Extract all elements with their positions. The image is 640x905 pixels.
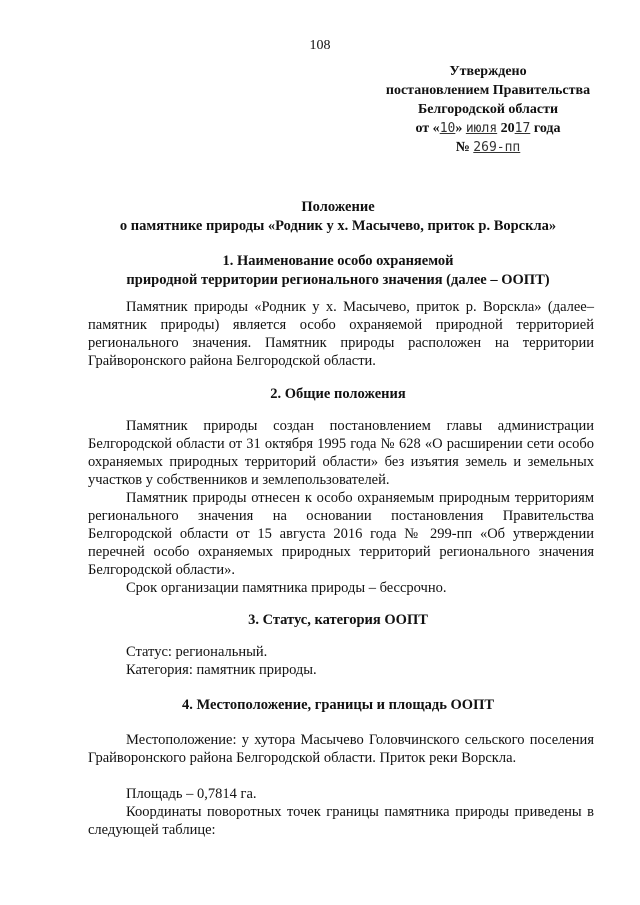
date-prefix: от «	[415, 121, 440, 136]
title-line-2: о памятнике природы «Родник у х. Масычево, приток р. Ворскла»	[119, 218, 557, 234]
title-line-1: Положение	[301, 199, 375, 215]
date-month: июля	[465, 121, 498, 136]
section1-heading	[88, 252, 588, 290]
approval-date	[358, 119, 618, 138]
date-year-prefix: 20	[500, 121, 515, 136]
category-line: Категория: памятник природы.	[126, 662, 317, 678]
section4-heading: 4. Местоположение, границы и площадь ООПТ	[181, 697, 495, 713]
section2-heading: 2. Общие положения	[270, 386, 406, 402]
section1-paragraph: Памятник природы «Родник у х. Масычево, приток р. Ворскла» (далее–памятник природы) является особо охраняемой природной территорией регионального значения. Памятник природы расположен на территории Грайворонского района Белгородской области.	[88, 299, 594, 369]
approval-line-2: постановлением Правительства	[385, 83, 591, 98]
section2-paragraph-2: Памятник природы отнесен к особо охраняемым природным территориям регионального значения на основании постановления Правительства Белгородской области от 15 августа 2016 года № 299-пп «Об утверждении перечней особо охраняемых природных территорий регионального значения Белгородской области».	[88, 490, 594, 578]
section2-paragraph-1: Памятник природы создан постановлением главы администрации Белгородской области от 31 октября 1995 года № 628 «О расширении сети особо охраняемых природных территорий области» без изъятия земель и земельных участков у собственников и землепользователей.	[88, 418, 594, 488]
document-title	[88, 198, 588, 236]
section2-paragraph-3: Срок организации памятника природы – бессрочно.	[126, 580, 447, 596]
date-year-suffix: 17	[514, 121, 531, 136]
approval-stamp	[358, 62, 618, 157]
page-number: 108	[309, 38, 331, 53]
location-paragraph: Местоположение: у хутора Масычево Головчинского сельского поселения Грайворонского района Белгородской области. Приток реки Ворскла.	[88, 732, 594, 766]
section1-heading-line-1: 1. Наименование особо охраняемой	[222, 253, 454, 269]
number-value: 269-пп	[473, 140, 521, 155]
date-year-word: года	[533, 121, 561, 136]
approval-line-3: Белгородской области	[417, 102, 559, 117]
area-paragraph: Площадь – 0,7814 га.	[126, 786, 257, 802]
number-prefix: №	[455, 140, 470, 155]
section1-heading-line-2: природной территории регионального значения (далее – ООПТ)	[126, 272, 550, 288]
status-line: Статус: региональный.	[126, 644, 268, 660]
date-day: 10	[439, 121, 456, 136]
approval-number	[358, 138, 618, 157]
coordinates-paragraph: Координаты поворотных точек границы памятника природы приведены в следующей таблице:	[88, 804, 594, 838]
date-mid: »	[455, 121, 463, 136]
approval-line-1: Утверждено	[449, 64, 527, 79]
section3-heading: 3. Статус, категория ООПТ	[248, 612, 428, 628]
